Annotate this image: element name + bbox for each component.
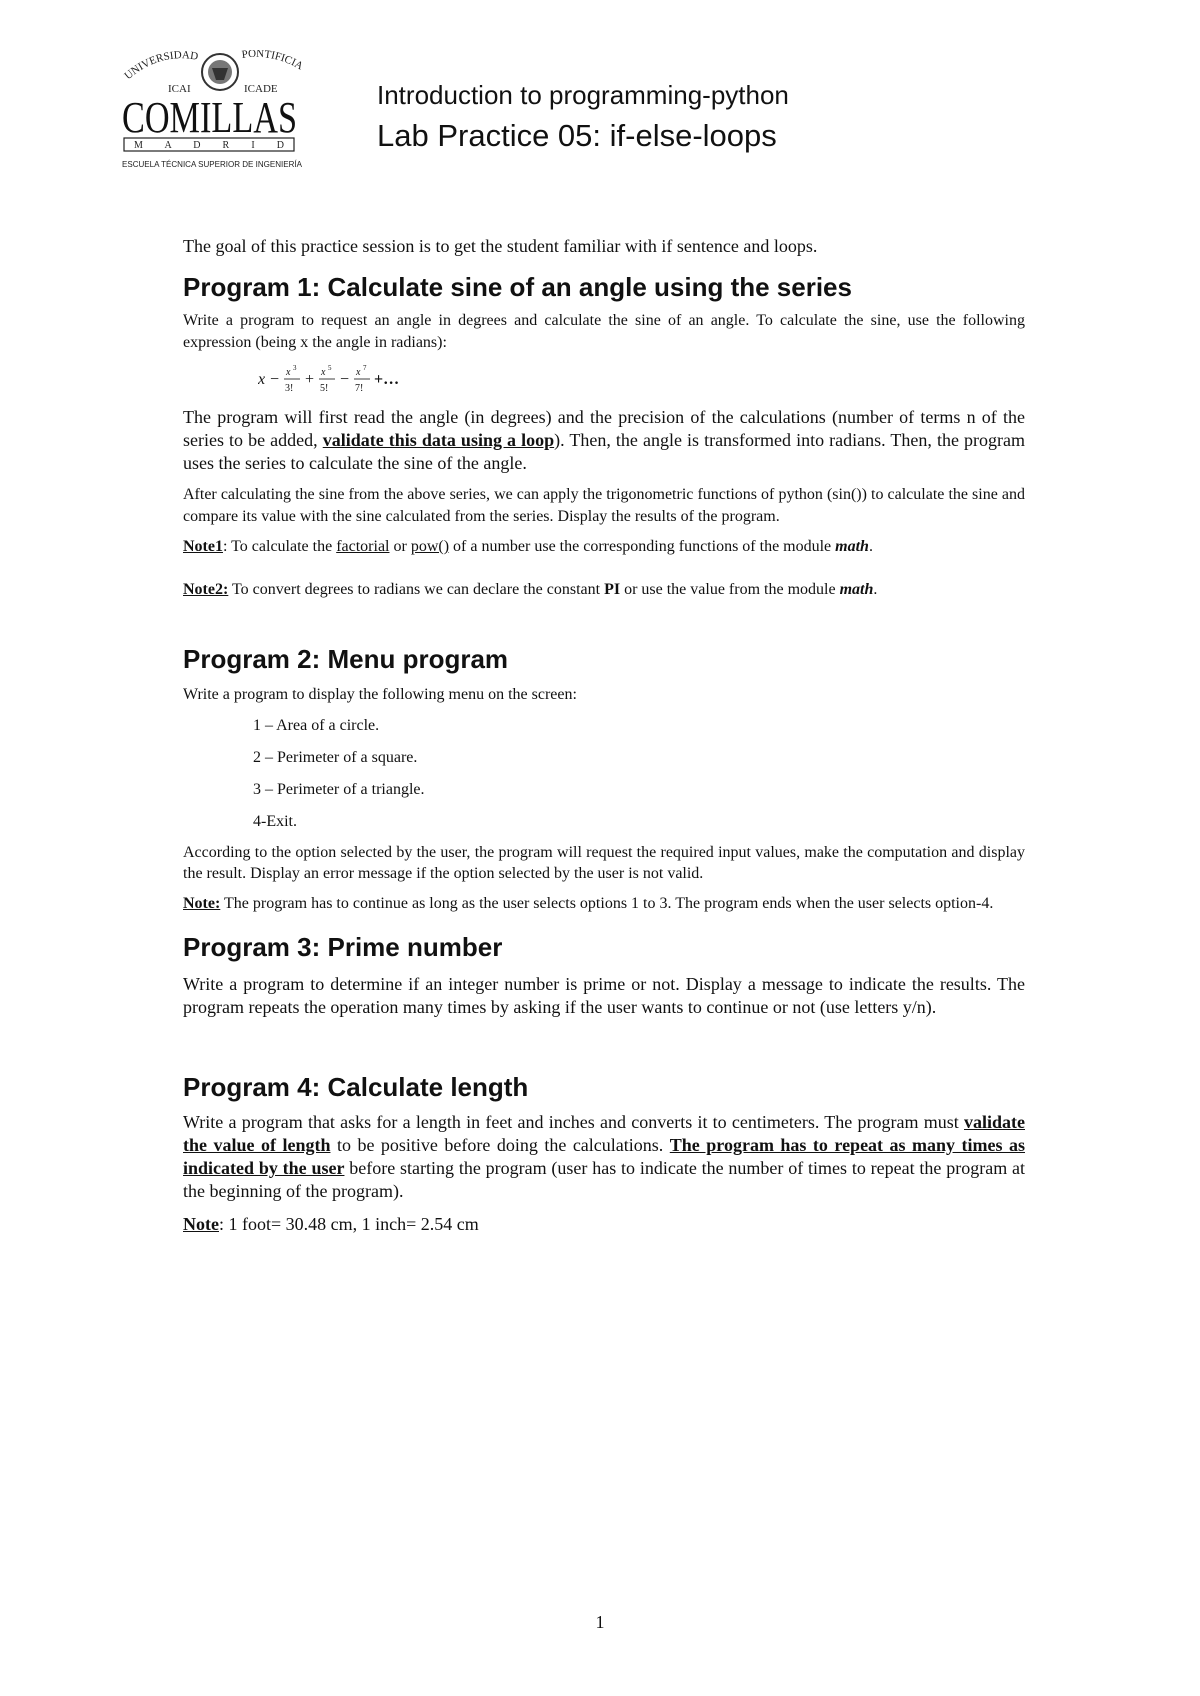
formula-t3-exp: 3 [293, 364, 297, 372]
logo-arc-right: PONTIFICIA [240, 50, 306, 73]
program4-validate-emphasis: validate the value of length [183, 1112, 1025, 1155]
intro-paragraph: The goal of this practice session is to get the student familiar with if sentence and loops. [183, 236, 818, 256]
formula-t5-num: x [321, 367, 326, 378]
note2-math: math [839, 581, 874, 598]
program3-paragraph-1: Write a program to determine if an integer number is prime or not. Display a message to indicate the results. The program repeats the operation many times by asking if the user wants to continue or not (use letters y/n). [183, 974, 1025, 1017]
formula-t7-num: x [356, 367, 361, 378]
formula-t5-exp: 5 [328, 364, 332, 372]
formula-t7-exp: 7 [363, 364, 367, 372]
program2-paragraph-1: Write a program to display the following menu on the screen: [183, 686, 577, 703]
lab-title-number: Lab Practice 05 [377, 118, 593, 153]
formula-tail: +… [374, 371, 400, 388]
note1-text-c: of a number use the corresponding functions of the module [449, 538, 836, 555]
formula-minus-1: − [270, 371, 280, 388]
formula-t3-den: 3! [285, 383, 294, 394]
logo-arc-left: UNIVERSIDAD [122, 50, 199, 83]
program4-p1-text-a: Write a program that asks for a length in feet and inches and converts it to centimeters. The program must [183, 1112, 964, 1132]
program1-heading: Program 1: Calculate sine of an angle using the series [183, 272, 852, 302]
program4-note-label: Note [183, 1214, 219, 1234]
formula-plus-1: + [305, 371, 315, 388]
menu-item: 2 – Perimeter of a square. [253, 749, 418, 766]
program1-note2 [183, 579, 1025, 601]
program1-note1 [183, 536, 1025, 558]
program2-heading: Program 2: Menu program [183, 644, 509, 674]
sine-series-formula [258, 358, 478, 400]
formula-t5-den: 5! [320, 383, 329, 394]
university-seal-icon [202, 54, 238, 90]
note1-text-d: . [868, 538, 873, 555]
logo-sub-right: ICADE [244, 83, 278, 95]
program2-paragraph-2: According to the option selected by the user, the program will request the required input values, make the computation and display the result. Display an error message if the option selected by the user is not valid. [183, 844, 1025, 882]
program2-note-text: The program has to continue as long as the user selects options 1 to 3. The program ends when the user selects option-4. [220, 895, 994, 912]
note2-label: Note2: [183, 581, 229, 598]
program4-heading: Program 4: Calculate length [183, 1072, 529, 1102]
formula-t3-num: x [286, 367, 291, 378]
menu-list [183, 715, 1025, 833]
program4-paragraph-1 [183, 1111, 1025, 1203]
program4-p1-text-c: to be positive before doing the calculations. [330, 1135, 670, 1155]
note2-text-c: . [873, 581, 878, 598]
formula-minus-2: − [340, 371, 350, 388]
note2-text-a: To convert degrees to radians we can declare the constant [228, 581, 605, 598]
note1-factorial: factorial [336, 538, 390, 555]
logo-city: M A D R I D [134, 140, 284, 151]
program4-note [183, 1213, 1025, 1236]
program4-repeat-emphasis: The program has to repeat as many times as indicated by the user [183, 1135, 1025, 1178]
note2-text-b: or use the value from the module [620, 581, 840, 598]
program2-note-label: Note: [183, 895, 221, 912]
lab-title-topic: : if-else-loops [592, 118, 777, 153]
program1-paragraph-2 [183, 406, 1025, 475]
note1-text-b: or [389, 538, 411, 555]
note1-label: Note1 [183, 538, 223, 555]
formula-x: x [258, 371, 266, 388]
logo-school: ESCUELA TÉCNICA SUPERIOR DE INGENIERÍA [122, 159, 303, 169]
program4-p1-text-e: before starting the program (user has to indicate the number of times to repeat the program at the beginning of the program). [183, 1158, 1026, 1201]
lab-title [377, 118, 777, 154]
menu-item: 4-Exit. [253, 813, 297, 830]
program1-p2-text-a: The program will first read the angle (in degrees) and the precision of the calculations (number of terms n of the series to be added, [183, 407, 1025, 450]
program3-heading: Program 3: Prime number [183, 932, 503, 962]
program4-note-text: : 1 foot= 30.48 cm, 1 inch= 2.54 cm [218, 1214, 479, 1234]
note1-pow: pow() [410, 538, 450, 555]
menu-item: 1 – Area of a circle. [253, 717, 380, 734]
document-body [183, 235, 1025, 1236]
program2-note [183, 893, 1025, 914]
page-number: 1 [595, 1612, 605, 1632]
formula-t7-den: 7! [355, 383, 364, 394]
course-title: Introduction to programming-python [377, 80, 789, 110]
menu-item: 3 – Perimeter of a triangle. [253, 781, 425, 798]
note1-text-a: : To calculate the [222, 538, 337, 555]
logo-name: COMILLAS [122, 93, 297, 142]
program1-paragraph-1: Write a program to request an angle in degrees and calculate the sine of an angle. To calculate the sine, use the following expression (being x the angle in radians): [183, 312, 1025, 351]
logo-sub-left: ICAI [168, 83, 191, 95]
comillas-logo [120, 50, 330, 180]
program1-p2-text-c: ). Then, the angle is transformed into radians. Then, the program uses the series to calculate the sine of the angle. [183, 430, 1025, 473]
program1-paragraph-3: After calculating the sine from the above series, we can apply the trigonometric functions of python (sin()) to calculate the sine and compare its value with the sine calculated from the series. Display the results of the program. [183, 486, 1025, 525]
note1-math: math [835, 538, 869, 555]
program1-p2-emphasis: validate this data using a loop [322, 430, 555, 450]
note2-pi: PI [604, 581, 621, 598]
